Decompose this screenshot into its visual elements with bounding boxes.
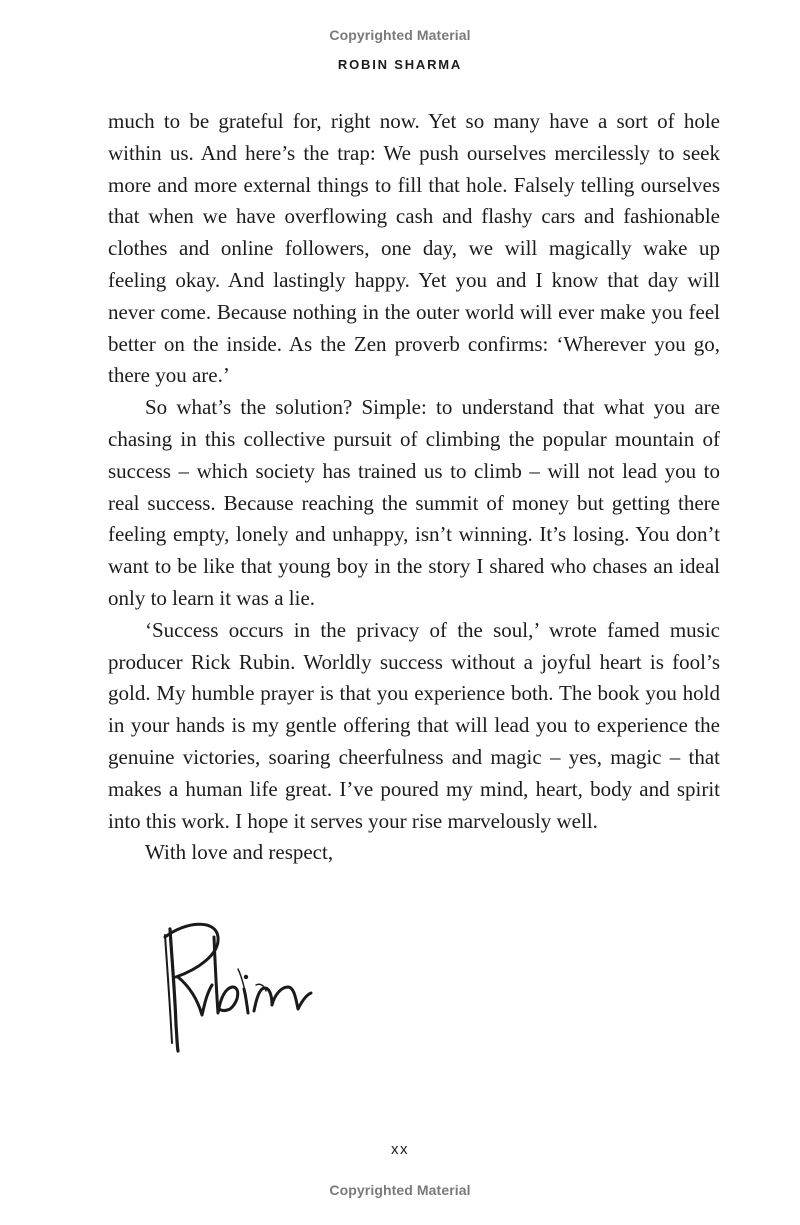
page-number: xx xyxy=(391,1141,409,1158)
closing-line: With love and respect, xyxy=(145,840,334,865)
running-head-author: ROBIN SHARMA xyxy=(337,57,463,72)
paragraph-2: So what’s the solution? Simple: to understand that what you are chasing in this collective pursuit of climbing the popular mountain of success – which society has trained us to climb – will not lead you to real success. Because reaching the summit of money but getting there feeling empty, lonely and unhappy, isn’t winning. It’s losing. You don’t want to be like that young boy in the story I shared who chases an ideal only to learn it was a lie. xyxy=(108,395,720,610)
body-text xyxy=(108,106,720,869)
paragraph-3: ‘Success occurs in the privacy of the soul,’ wrote famed music producer Rick Rubin. Worldly success without a joyful heart is fool’s gold. My humble prayer is that you experience both. The book you hold in your hands is my gentle offering that will lead you to experience the genuine victories, soaring cheerfulness and magic – yes, magic – that makes a human life great. I’ve poured my mind, heart, body and spirit into this work. I hope it serves your rise marvelously well. xyxy=(108,617,720,833)
copyright-watermark-top: Copyrighted Material xyxy=(329,27,471,43)
handwritten-signature-icon xyxy=(156,915,326,1060)
copyright-watermark-bottom: Copyrighted Material xyxy=(329,1182,471,1198)
paragraph-1: much to be grateful for, right now. Yet so many have a sort of hole within us. And here’s the trap: We push ourselves mercilessly to seek more and more external things to fill that hole. Falsely telling ourselves that when we have overflowing cash and flashy cars and fashionable clothes and online followers, one day, we will magically wake up feeling okay. And lastingly happy. Yet you and I know that day will never come. Because nothing in the outer world will ever make you feel better on the inside. As the Zen proverb confirms: ‘Wherever you go, there you are.’ xyxy=(108,109,720,388)
